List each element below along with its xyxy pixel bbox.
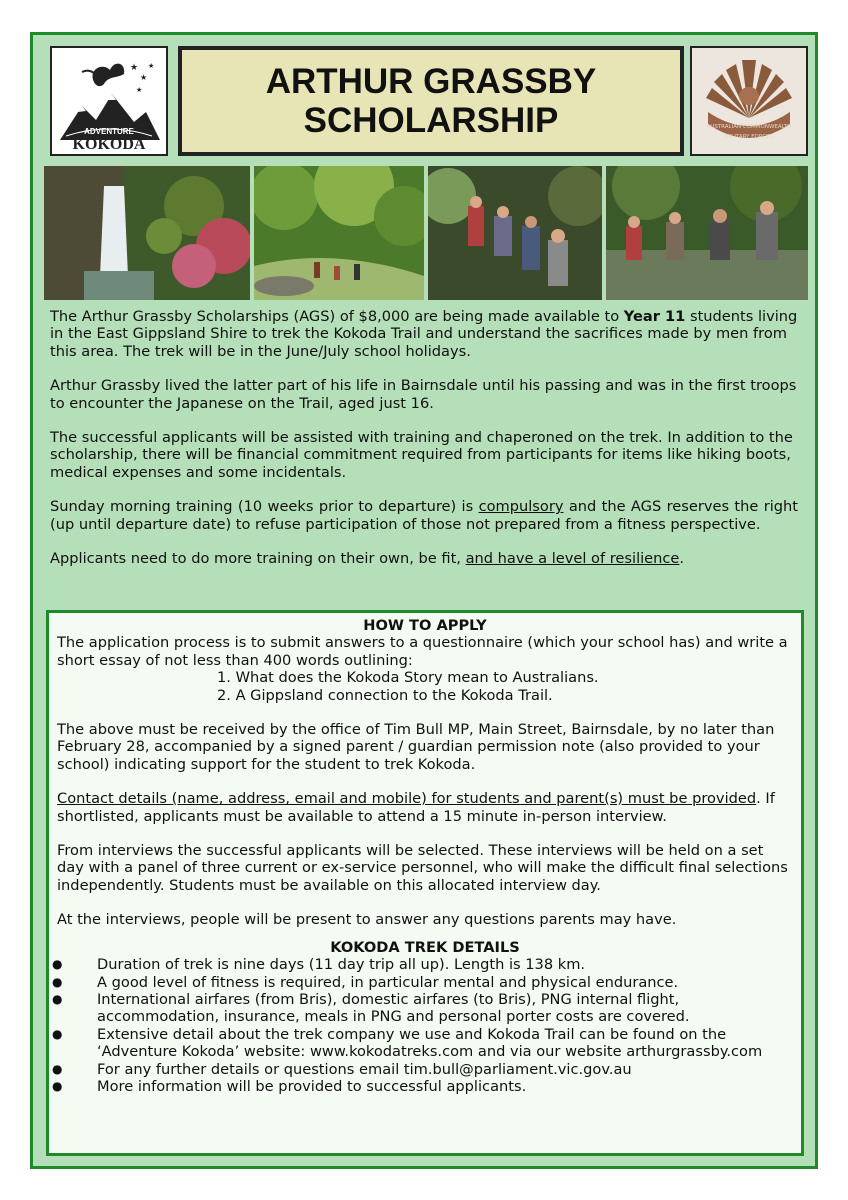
bullet-icon: ● — [52, 1078, 63, 1093]
essay-topic-2: 2. A Gippsland connection to the Kokoda Trail. — [217, 686, 553, 704]
compulsory-underline: compulsory — [478, 498, 564, 516]
photo-trekkers-hillside — [254, 166, 424, 300]
bullet-icon: ● — [52, 1026, 63, 1041]
trek-detail-item: ● A good level of fitness is required, in particular mental and physical endurance. — [52, 973, 679, 991]
svg-text:★: ★ — [136, 86, 143, 94]
essay-topic-1: 1. What does the Kokoda Story mean to Australians. — [217, 669, 599, 687]
bullet-icon: ● — [52, 957, 63, 972]
kokoda-logo-graphic — [52, 48, 166, 154]
apply-paragraph-1: The application process is to submit answers to a questionnaire (which your school has) and write a short essay of not less than 400 words outlining: — [57, 634, 788, 669]
how-to-apply-box — [46, 610, 804, 1156]
how-to-apply-heading: HOW TO APPLY — [363, 617, 487, 634]
rising-sun-badge — [690, 46, 808, 156]
logo-kokoda-text: KOKODA — [72, 136, 146, 153]
title-banner — [178, 46, 684, 156]
intro-paragraph-1: The Arthur Grassby Scholarships (AGS) of $8,000 are being made available to Year 11 students living in the East Gippsland Shire to trek the Kokoda Trail and understand the sacrifices made by men from this area. The trek will be in the June/July school holidays. — [50, 308, 798, 360]
intro-paragraph-4: Sunday morning training (10 weeks prior to departure) is compulsory and the AGS reserves the right (up until departure date) to refuse participation of those not prepared from a fitness perspective. — [50, 498, 798, 533]
title-line-1: ARTHUR GRASSBY — [265, 62, 597, 101]
intro-paragraph-5: Applicants need to do more training on their own, be fit, and have a level of resilience. — [50, 550, 685, 568]
svg-text:★: ★ — [130, 63, 139, 73]
bullet-icon: ● — [52, 1061, 63, 1076]
badge-text-line-1: AUSTRALIAN COMMONWEALTH — [706, 124, 792, 130]
trek-detail-item: ● International airfares (from Bris), domestic airfares (to Bris), PNG internal flight, accommodation, insurance, meals in PNG and personal porter costs are covered. — [52, 990, 690, 1026]
intro-paragraph-2: Arthur Grassby lived the latter part of his life in Bairnsdale until his passing and was in the first troops to encounter the Japanese on the Trail, aged just 16. — [50, 377, 797, 412]
year-11-highlight: Year 11 — [623, 308, 686, 325]
svg-text:★: ★ — [148, 62, 155, 70]
logo-adventure-text: ADVENTURE — [84, 127, 134, 136]
apply-paragraph-3: Contact details (name, address, email and mobile) for students and parent(s) must be provided. If shortlisted, applicants must be available to attend a 15 minute in-person interview. — [57, 790, 775, 825]
apply-paragraph-2: The above must be received by the office of Tim Bull MP, Main Street, Bairnsdale, by no later than February 28, accompanied by a signed parent / guardian permission note (also provided to your school) indicating support for the student to trek Kokoda. — [57, 721, 775, 773]
contact-details-underline: Contact details (name, address, email and mobile) for students and parent(s) must be provided — [57, 790, 757, 808]
photo-river-crossing — [606, 166, 808, 300]
resilience-underline: and have a level of resilience — [465, 550, 680, 568]
trek-details-list — [52, 956, 793, 1095]
intro-section — [50, 308, 798, 584]
intro-paragraph-3: The successful applicants will be assisted with training and chaperoned on the trek. In addition to the scholarship, there will be financial commitment required from participants for items like hiking boots, medical expenses and some incidentals. — [50, 429, 793, 481]
photo-waterfall — [44, 166, 250, 300]
page-title — [266, 62, 597, 140]
essay-topics-list — [57, 669, 793, 704]
photo-trekkers-jungle — [428, 166, 602, 300]
title-line-2: SCHOLARSHIP — [303, 101, 559, 140]
trek-detail-item: ● Duration of trek is nine days (11 day trip all up). Length is 138 km. — [52, 956, 586, 974]
bullet-icon: ● — [52, 974, 63, 989]
badge-text-line-2: MILITARY FORCES — [724, 134, 774, 140]
apply-paragraph-5: At the interviews, people will be present to answer any questions parents may have. — [57, 911, 677, 929]
rising-sun-badge-graphic — [692, 48, 806, 154]
trek-details-heading: KOKODA TREK DETAILS — [330, 938, 520, 956]
apply-paragraph-4: From interviews the successful applicants will be selected. These interviews will be held on a set day with a panel of three current or ex-service personnel, who will make the difficult final selections independently. Students must be available on this allocated interview day. — [57, 842, 788, 894]
adventure-kokoda-logo — [50, 46, 168, 156]
svg-text:★: ★ — [140, 73, 148, 82]
trek-detail-item: ● More information will be provided to successful applicants. — [52, 1077, 527, 1095]
bullet-icon: ● — [52, 991, 63, 1006]
trek-detail-item: ● Extensive detail about the trek company we use and Kokoda Trail can be found on the ‘Adventure Kokoda’ website: www.kokodatreks.com and via our website arthurgrassby.com — [52, 1025, 763, 1061]
trek-detail-item: ● For any further details or questions email tim.bull@parliament.vic.gov.au — [52, 1060, 632, 1078]
